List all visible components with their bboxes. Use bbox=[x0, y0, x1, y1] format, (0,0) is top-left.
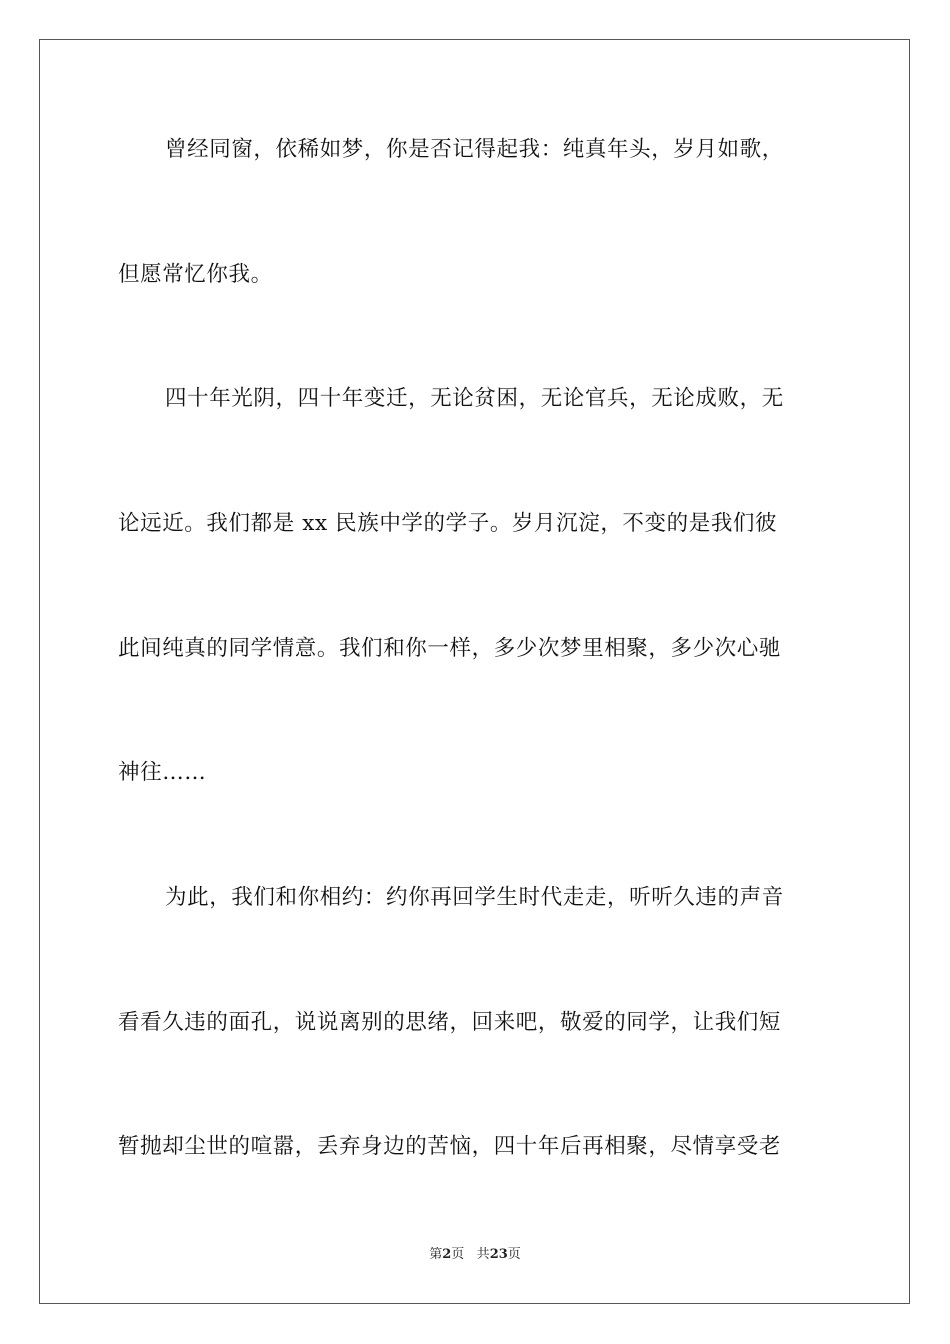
text-line-3: 四十年光阴，四十年变迁，无论贫困，无论官兵，无论成败，无 bbox=[165, 386, 784, 411]
page-prefix: 第 bbox=[429, 1247, 443, 1262]
page-border bbox=[39, 39, 910, 1304]
total-suffix: 页 bbox=[507, 1247, 521, 1262]
page-number: 2 bbox=[442, 1247, 452, 1262]
text-line-6: 神往…… bbox=[118, 760, 207, 785]
text-line-1: 曾经同窗，依稀如梦，你是否记得起我：纯真年头，岁月如歌， bbox=[165, 137, 784, 162]
text-line-7: 为此，我们和你相约：约你再回学生时代走走，听听久违的声音 bbox=[165, 885, 784, 910]
text-line-2: 但愿常忆你我。 bbox=[118, 262, 273, 287]
page-suffix: 页 bbox=[451, 1247, 465, 1262]
text-line-4: 论远近。我们都是 xx 民族中学的学子。岁月沉淀，不变的是我们彼 bbox=[118, 511, 778, 536]
text-line-5: 此间纯真的同学情意。我们和你一样，多少次梦里相聚，多少次心驰 bbox=[118, 636, 782, 661]
text-line-9: 暂抛却尘世的喧嚣，丢弃身边的苦恼，四十年后再相聚，尽情享受老 bbox=[118, 1134, 782, 1159]
text-line-8: 看看久违的面孔，说说离别的思绪，回来吧，敬爱的同学，让我们短 bbox=[118, 1010, 782, 1035]
total-pages: 23 bbox=[489, 1247, 508, 1262]
total-prefix: 共 bbox=[476, 1247, 490, 1262]
page-footer bbox=[0, 1246, 950, 1264]
